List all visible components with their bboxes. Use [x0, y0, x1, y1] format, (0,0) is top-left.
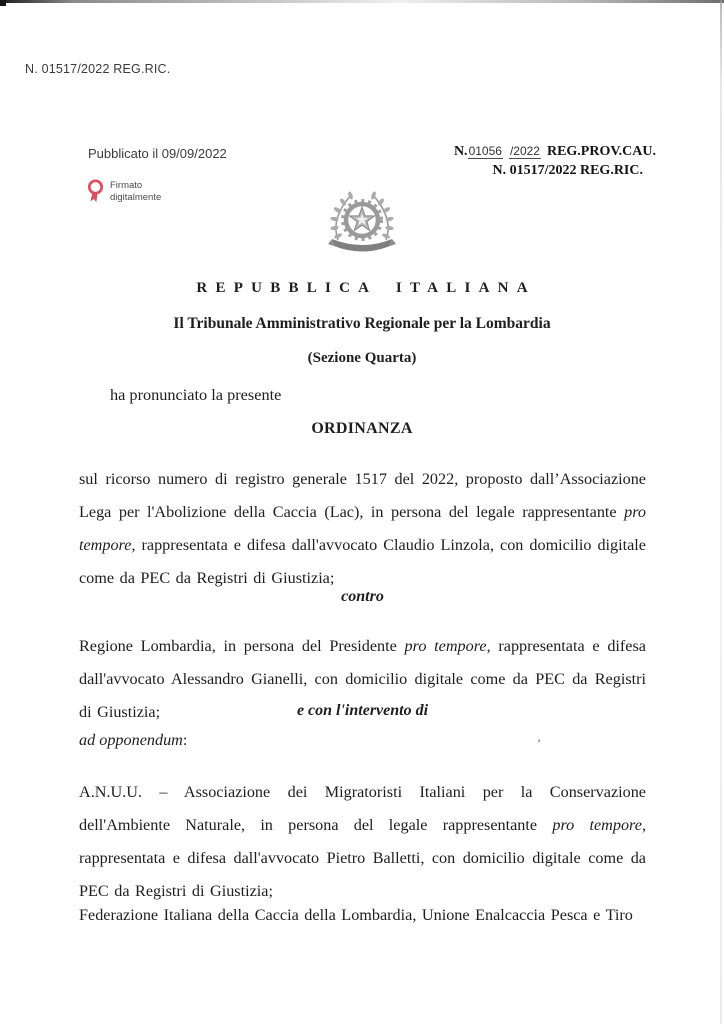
scan-speck-artifact: ’	[537, 736, 541, 750]
paragraph-ricorrente	[79, 463, 646, 595]
document-body	[79, 447, 646, 947]
scan-top-edge-artifact	[0, 0, 724, 3]
paragraph-anuu	[79, 776, 646, 908]
pronounce-line: ha pronunciato la presente	[110, 385, 282, 404]
publication-date: Pubblicato il 09/09/2022	[88, 146, 227, 161]
paragraph-anuu-text-2: , rappresentata e difesa dall'avvocato Pietro Balletti, con domicilio digitale come da PEC da Registri di Giustizia;	[79, 816, 646, 901]
paragraph-ricorrente-text-2: , rappresentata e difesa dall'avvocato Claudio Linzola, con domicilio digitale come da PEC da Registri di Giustizia;	[79, 536, 646, 588]
prov-label: REG.PROV.CAU.	[546, 144, 656, 159]
register-numbers-top-right	[454, 142, 656, 180]
signature-label	[110, 178, 161, 203]
ad-opponendum-italic: ad opponendum	[79, 731, 183, 749]
paragraph-anuu-text: A.N.U.U. – Associazione dei Migratoristi Italiani per la Conservazione dell'Ambiente Naturale, in persona del legale rappresentante	[79, 783, 646, 835]
signature-label-line2: digitalmente	[110, 191, 162, 203]
paragraph-resistente-text: Regione Lombardia, in persona del Presidente	[79, 637, 405, 656]
pro-tempore-italic-2: pro tempore	[404, 637, 487, 656]
ad-opponendum-line	[79, 731, 646, 750]
prov-cau-line	[454, 142, 656, 161]
pro-tempore-italic-3: pro tempore	[552, 816, 642, 835]
paragraph-federazione: Federazione Italiana della Caccia della Lombardia, Unione Enalcaccia Pesca e Tiro	[79, 906, 633, 925]
reg-ric-line: N. 01517/2022 REG.RIC.	[492, 163, 643, 178]
paragraph-resistente-text-2: , rappresentata e difesa dall'avvocato Alessandro Gianelli, con domicilio digitale come da PEC da Registri di Giustizia;	[79, 637, 646, 722]
prov-year: /2022	[509, 144, 540, 158]
paragraph-ricorrente-text: sul ricorso numero di registro generale 1517 del 2022, proposto dall’Associazione Lega per l'Abolizione della Caccia (Lac), in persona del legale rappresentante	[79, 470, 646, 522]
n-prefix: N.	[453, 144, 468, 159]
digital-signature-badge	[86, 178, 161, 209]
heading-court: Il Tribunale Amministrativo Regionale per la Lombardia	[173, 315, 551, 332]
rosette-seal-icon	[86, 178, 105, 209]
order-title: ORDINANZA	[311, 420, 413, 437]
heading-intervento: e con l'intervento di	[296, 702, 429, 719]
italian-republic-emblem-icon	[322, 188, 402, 269]
signature-label-line1: Firmato	[110, 180, 143, 191]
prov-number: 01056	[468, 144, 502, 158]
pro-tempore-italic: pro tempore	[79, 503, 646, 555]
scan-right-edge-artifact	[720, 0, 722, 1024]
heading-section: (Sezione Quarta)	[307, 350, 417, 366]
heading-repubblica-italiana: REPUBBLICA ITALIANA	[196, 280, 536, 296]
heading-contro: contro	[341, 588, 384, 605]
ad-opponendum-colon: :	[182, 731, 188, 749]
register-number-top-left: N. 01517/2022 REG.RIC.	[25, 62, 171, 76]
